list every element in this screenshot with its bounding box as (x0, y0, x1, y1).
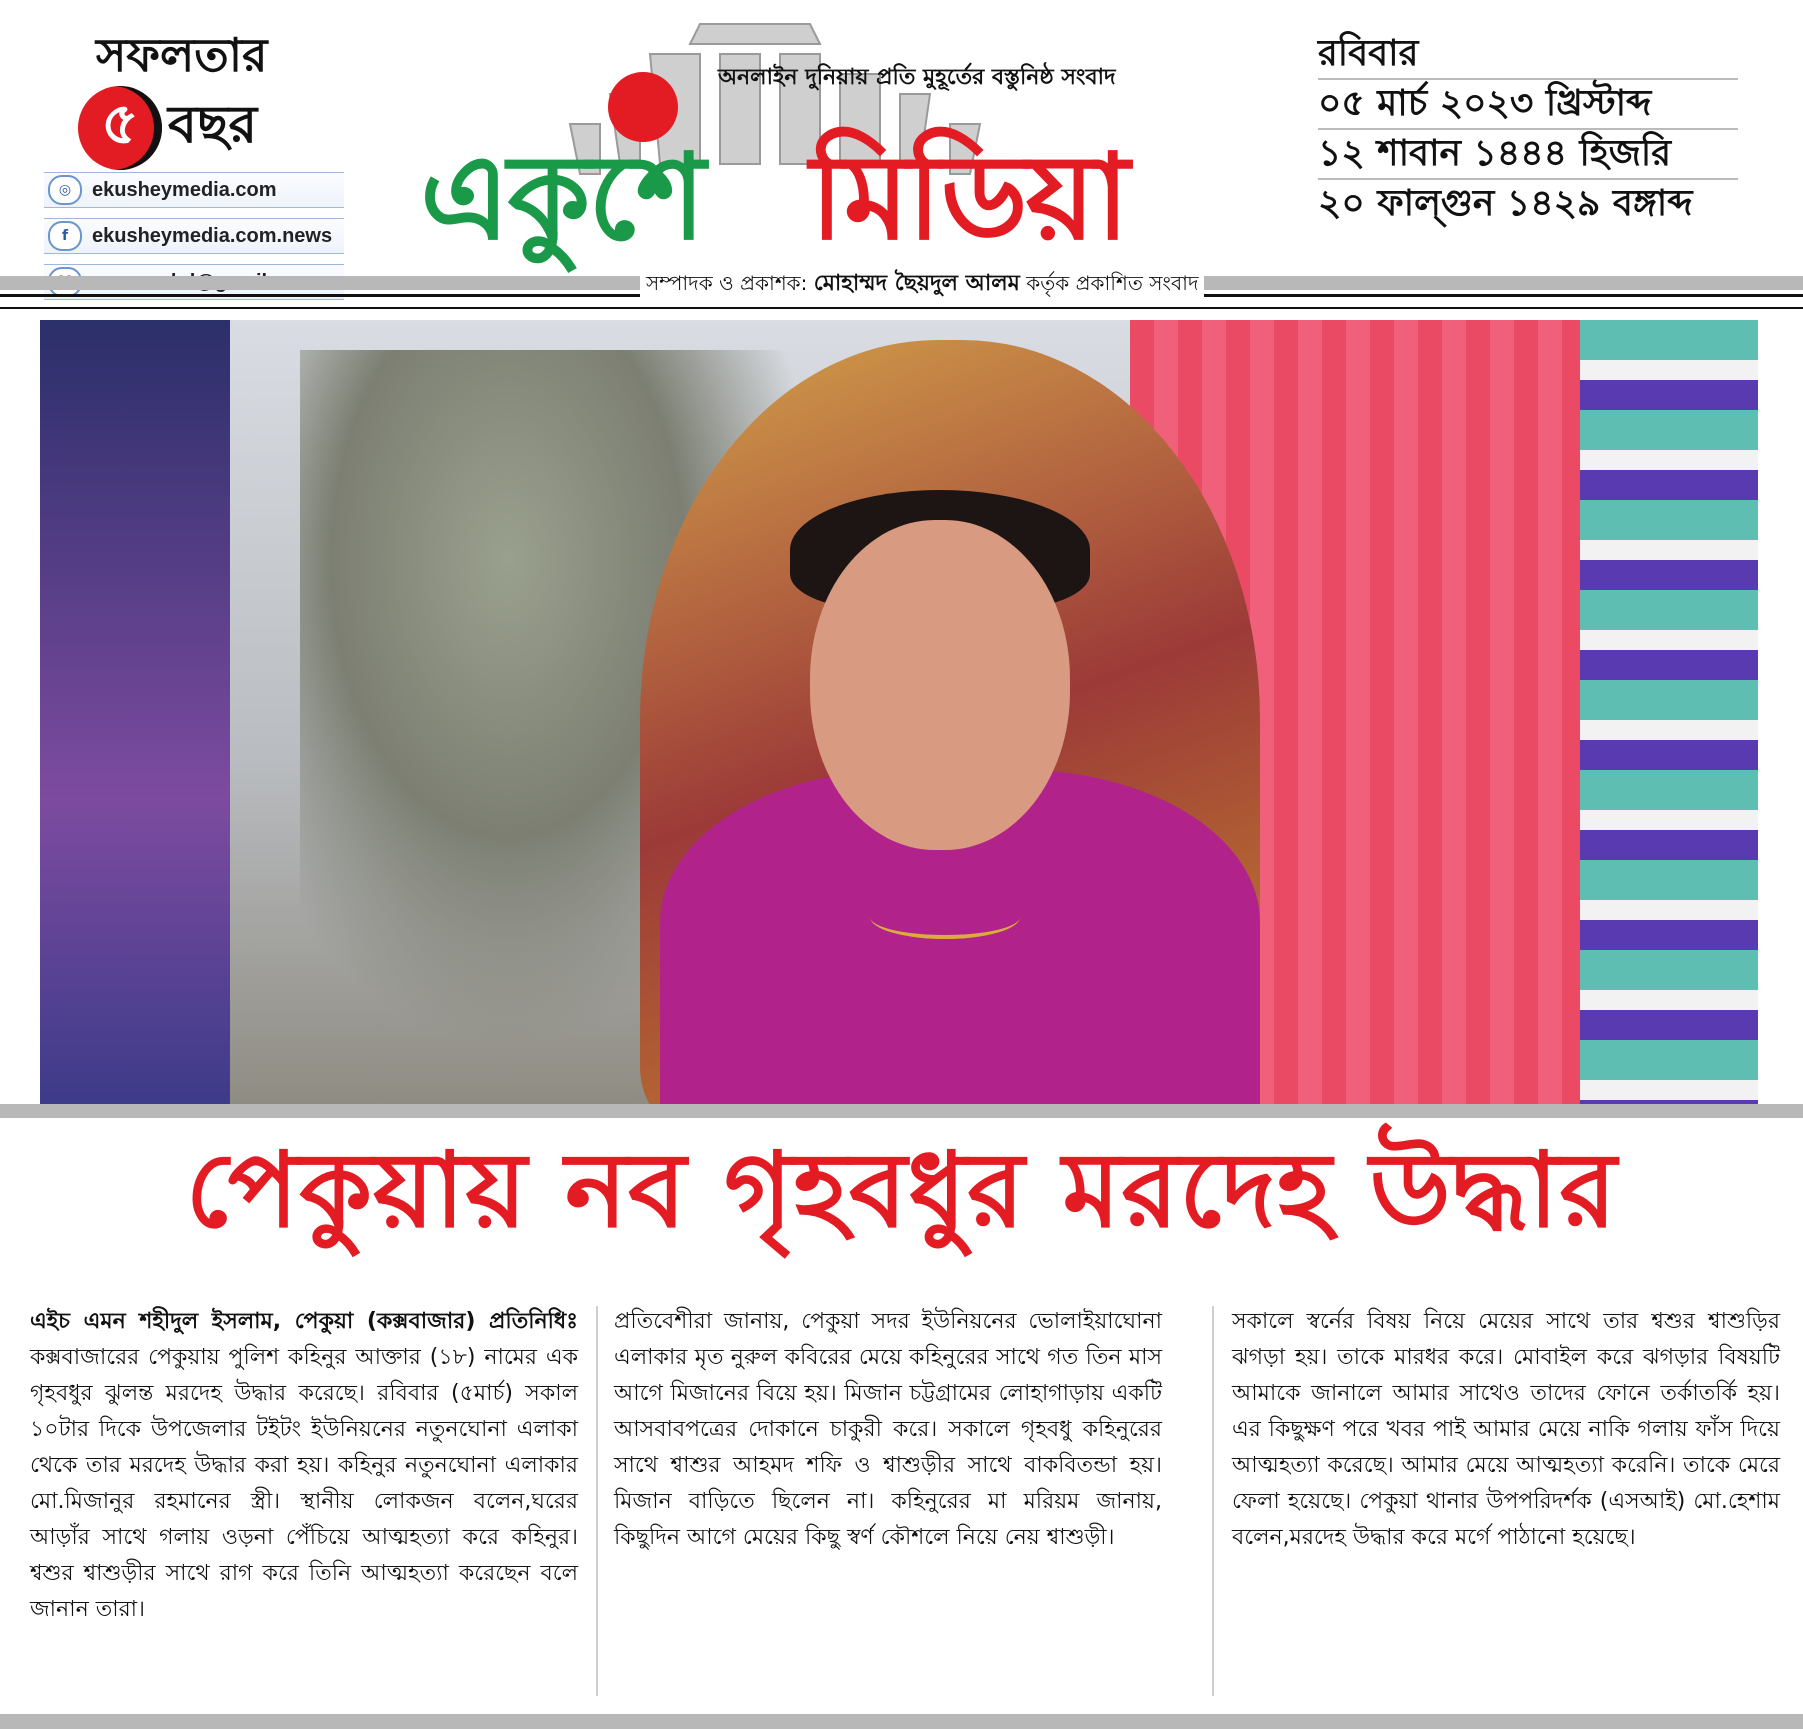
article-column-2 (614, 1304, 1162, 1556)
publisher-prefix: সম্পাদক ও প্রকাশক: (646, 271, 808, 295)
logo-word-ekushey: একুশে (420, 128, 704, 266)
publisher-line (640, 266, 1204, 303)
date-hijri: ১২ শাবান ১৪৪৪ হিজরি (1318, 130, 1738, 180)
facebook-icon: f (48, 221, 82, 251)
contact-website[interactable] (44, 172, 344, 208)
photo-face (810, 520, 1070, 850)
article-text-2: প্রতিবেশীরা জানায়, পেকুয়া সদর ইউনিয়নের ভোলাইয়াঘোনা এলাকার মৃত নুরুল কবিরের মেয়ে কহিনুরের সাথে গত তিন মাস আগে মিজানের বিয়ে হয়। মিজান চট্টগ্রামের লোহাগাড়ায় একটি আসবাবপত্রের দোকানে চাকুরী করে। সকালে গৃহবধু কহিনুরের সাথে শ্বাশুর আহমদ শফি ও শ্বাশুড়ীর সাথে বাকবিতন্ডা হয়। মিজান বাড়িতে ছিলেন না। কহিনুরের মা মরিয়ম জানায়, কিছুদিন আগে মেয়ের কিছু স্বর্ণ কৌশলে নিয়ে নেয় শ্বাশুড়ী। (614, 1309, 1162, 1550)
date-bengali: ২০ ফাল্গুন ১৪২৯ বঙ্গাব্দ (1318, 183, 1693, 224)
mid-grey-bar (0, 1104, 1803, 1118)
article-text-3: সকালে স্বর্নের বিষয় নিয়ে মেয়ের সাথে তার শ্বশুর শ্বাশুড়ির ঝগড়া হয়। তাকে মারধর করে। মোবাইল করে ঝগড়ার বিষয়টি আমাকে জানালে আমার সাথেও তাদের ফোনে তর্কাতর্কি হয়। এর কিছুক্ষণ পরে খবর পাই আমার মেয়ে নাকি গলায় ফাঁস দিয়ে আত্মহত্যা করেছে। আমার মেয়ে আত্মহত্যা করেনি। তাকে মেরে ফেলা হয়েছে। পেকুয়া থানার উপপরিদর্শক (এসআই) মো.হেশাম বলেন,মরদেহ উদ্ধার করে মর্গে পাঠানো হয়েছে। (1232, 1309, 1780, 1550)
badge-line1: সফলতার (96, 28, 268, 82)
photo-necklace (870, 895, 1020, 939)
badge-line2 (30, 84, 330, 171)
article-text-1: কক্সবাজারের পেকুয়ায় পুলিশ কহিনুর আক্তার (১৮) নামের এক গৃহবধুর ঝুলন্ত মরদেহ উদ্ধার করেছে। রবিবার (৫মার্চ) সকাল ১০টার দিকে উপজেলার টইটং ইউনিয়নের নতুনঘোনা এলাকা থেকে তার মরদেহ উদ্ধার করা হয়। কহিনুর নতুনঘোনা এলাকার মো.মিজানুর রহমানের স্ত্রী। স্থানীয় লোকজন বলেন,ঘরের আড়াঁর সাথে গলায় ওড়না পেঁচিয়ে আত্মহত্যা করে কহিনুর। শ্বশুর শ্বাশুড়ীর সাথে রাগ করে তিনি আত্মহত্যা করেছেন বলে জানান তারা। (30, 1345, 578, 1622)
news-photo (40, 320, 1758, 1118)
column-divider (596, 1306, 598, 1696)
globe-icon: ◎ (48, 175, 82, 205)
date-gregorian: ০৫ মার্চ ২০২৩ খ্রিস্টাব্দ (1318, 80, 1738, 130)
years-badge (30, 28, 330, 171)
article-column-3 (1232, 1304, 1780, 1556)
headline: পেকুয়ায় নব গৃহবধুর মরদেহ উদ্ধার (185, 1129, 1618, 1251)
site-logo[interactable] (380, 14, 1220, 264)
masthead-tagline: অনলাইন দুনিয়ায় প্রতি মুহূর্তের বস্তুনিষ্ঠ সংবাদ (718, 65, 1116, 90)
date-block (1318, 30, 1738, 228)
bottom-grey-bar (0, 1714, 1803, 1729)
photo-person (580, 340, 1340, 1118)
photo-right (1580, 320, 1758, 1118)
contact-website-text: ekusheymedia.com (92, 178, 277, 201)
badge-number: ৫ (78, 86, 162, 170)
contact-facebook-text: ekusheymedia.com.news (92, 224, 333, 247)
publisher-name: মোহাম্মদ ছৈয়দুল আলম (813, 271, 1020, 296)
publisher-suffix: কর্তৃক প্রকাশিত সংবাদ (1026, 271, 1199, 295)
date-weekday: রবিবার (1318, 30, 1738, 80)
photo-left (40, 320, 230, 1118)
contact-facebook[interactable] (44, 218, 344, 254)
column-divider (1212, 1306, 1214, 1696)
article-column-1 (30, 1304, 578, 1628)
byline: এইচ এমন শহীদুল ইসলাম, পেকুয়া (কক্সবাজার) প্রতিনিধিঃ (30, 1309, 578, 1334)
logo-word-media: মিডিয়া (810, 128, 1128, 266)
badge-word: বছর (168, 95, 258, 155)
